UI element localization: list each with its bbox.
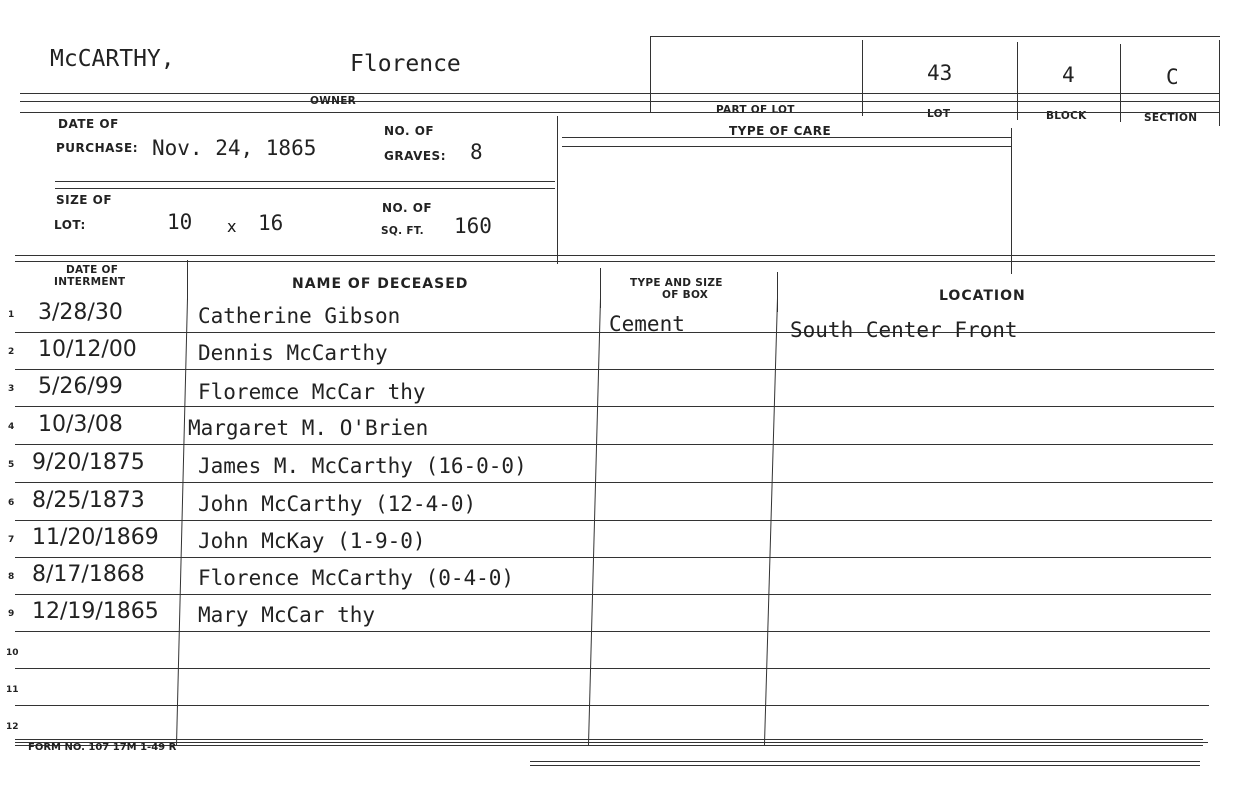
graves-label-2: GRAVES: bbox=[384, 149, 446, 163]
deceased-name: Dennis McCarthy bbox=[198, 341, 388, 365]
row-number: 11 bbox=[6, 685, 19, 695]
top-border bbox=[650, 36, 1220, 37]
section-value: C bbox=[1166, 65, 1179, 89]
graves-label-1: NO. OF bbox=[384, 124, 435, 138]
interment-date: 10/3/08 bbox=[38, 412, 123, 437]
deceased-name: Mary McCar thy bbox=[198, 603, 376, 627]
sqft-label-2: SQ. FT. bbox=[381, 225, 424, 237]
lot-size-width: 10 bbox=[167, 210, 193, 234]
table-row-rule bbox=[15, 594, 1211, 595]
right-border bbox=[1219, 40, 1220, 126]
lot-value: 43 bbox=[927, 61, 953, 85]
sqft-label-1: NO. OF bbox=[382, 201, 433, 215]
header-rule-1 bbox=[20, 93, 1220, 94]
lot-size-length: 16 bbox=[258, 211, 284, 235]
deceased-name: John McCarthy (12-4-0) bbox=[198, 492, 477, 516]
row-number: 5 bbox=[8, 460, 15, 470]
table-top-rule-2 bbox=[15, 261, 1215, 262]
col-date-header-2: INTERMENT bbox=[54, 276, 126, 288]
row-number: 1 bbox=[8, 310, 15, 320]
row-number: 7 bbox=[8, 535, 15, 545]
row-number: 9 bbox=[8, 609, 15, 619]
row-col-divider bbox=[176, 298, 188, 745]
care-rule-2 bbox=[562, 146, 1012, 147]
owner-given-name: Florence bbox=[350, 51, 461, 77]
part-of-lot-label: PART OF LOT bbox=[716, 104, 795, 116]
header-bottom-rule bbox=[20, 112, 1220, 113]
row-number: 4 bbox=[8, 422, 15, 432]
table-bottom-rule-1 bbox=[15, 739, 1203, 740]
lot-label: LOT bbox=[927, 108, 951, 120]
purchase-mid-rule-2 bbox=[55, 188, 555, 189]
col-date-header-1: DATE OF bbox=[66, 264, 119, 276]
table-row-rule bbox=[15, 482, 1213, 483]
type-of-care-label: TYPE OF CARE bbox=[729, 124, 832, 138]
deceased-name: James M. McCarthy (16-0-0) bbox=[198, 454, 527, 478]
purchase-date-label-1: DATE OF bbox=[58, 117, 119, 131]
header-divider-1 bbox=[650, 36, 651, 112]
row-number: 12 bbox=[6, 722, 19, 732]
section-label: SECTION bbox=[1144, 112, 1198, 124]
interment-date: 10/12/00 bbox=[38, 337, 137, 362]
block-label: BLOCK bbox=[1046, 110, 1087, 122]
owner-surname: McCARTHY, bbox=[50, 46, 175, 72]
sqft-value: 160 bbox=[454, 214, 492, 238]
header-divider-3 bbox=[1017, 42, 1018, 120]
interment-date: 3/28/30 bbox=[38, 300, 123, 325]
row-number: 8 bbox=[8, 572, 15, 582]
purchase-date-value: Nov. 24, 1865 bbox=[152, 136, 317, 160]
care-right-divider bbox=[1011, 128, 1012, 274]
table-row-rule bbox=[15, 705, 1209, 706]
owner-label: OWNER bbox=[310, 95, 357, 107]
table-row-rule bbox=[15, 631, 1210, 632]
table-row-rule bbox=[15, 557, 1211, 558]
row-number: 3 bbox=[8, 384, 15, 394]
care-rule-1 bbox=[562, 137, 1012, 138]
col-name-header: NAME OF DECEASED bbox=[292, 276, 469, 292]
deceased-name: Catherine Gibson bbox=[198, 304, 401, 328]
table-row-rule bbox=[15, 520, 1212, 521]
header-divider-2 bbox=[862, 40, 863, 116]
col-location-header: LOCATION bbox=[939, 288, 1026, 304]
table-row-rule bbox=[15, 444, 1213, 445]
deceased-name: John McKay (1-9-0) bbox=[198, 529, 426, 553]
lot-size-label-1: SIZE OF bbox=[56, 193, 113, 207]
graves-value: 8 bbox=[470, 140, 483, 164]
deceased-name: Floremce McCar thy bbox=[198, 380, 426, 404]
lot-size-label-2: LOT: bbox=[54, 218, 86, 232]
interment-date: 8/17/1868 bbox=[32, 562, 145, 587]
row-number: 2 bbox=[8, 347, 15, 357]
col-divider-date bbox=[187, 260, 188, 300]
purchase-date-label-2: PURCHASE: bbox=[56, 141, 139, 155]
row-number: 6 bbox=[8, 498, 15, 508]
purchase-care-divider bbox=[557, 116, 558, 264]
row-number: 10 bbox=[6, 648, 19, 658]
col-box-header-2: OF BOX bbox=[662, 289, 709, 301]
table-row-rule bbox=[15, 406, 1214, 407]
interment-date: 12/19/1865 bbox=[32, 599, 159, 624]
table-bottom-rule-2 bbox=[15, 745, 1203, 746]
table-row-rule bbox=[15, 369, 1214, 370]
lot-size-x: x bbox=[227, 217, 237, 236]
deceased-name: Margaret M. O'Brien bbox=[188, 416, 429, 440]
interment-date: 5/26/99 bbox=[38, 374, 123, 399]
card-bottom-rule-2 bbox=[530, 765, 1200, 766]
header-divider-4 bbox=[1120, 44, 1121, 122]
interment-date: 9/20/1875 bbox=[32, 450, 145, 475]
deceased-name: Florence McCarthy (0-4-0) bbox=[198, 566, 515, 590]
box-type: Cement bbox=[609, 312, 685, 336]
purchase-mid-rule bbox=[55, 181, 555, 182]
row-col-divider bbox=[764, 298, 778, 745]
table-top-rule-1 bbox=[15, 255, 1215, 256]
row-col-divider bbox=[588, 298, 601, 745]
interment-date: 8/25/1873 bbox=[32, 488, 145, 513]
card-bottom-rule-1 bbox=[530, 761, 1200, 762]
block-value: 4 bbox=[1062, 63, 1075, 87]
location: South Center Front bbox=[790, 318, 1018, 342]
header-rule-2 bbox=[20, 101, 1220, 102]
interment-date: 11/20/1869 bbox=[32, 525, 159, 550]
table-row-rule bbox=[15, 668, 1210, 669]
form-number: FORM NO. 107 17M 1-49 R bbox=[28, 742, 177, 753]
table-row-rule bbox=[15, 742, 1208, 743]
col-box-header-1: TYPE AND SIZE bbox=[630, 277, 723, 289]
